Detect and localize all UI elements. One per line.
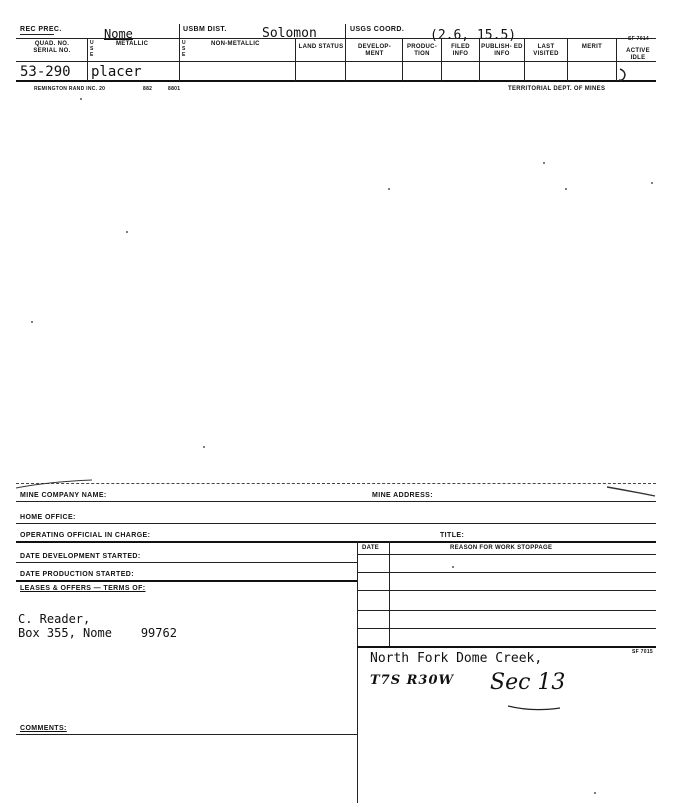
col-published-info: PUBLISH- ED INFO [481, 44, 523, 57]
footer-mid-a: 882 [143, 86, 153, 92]
vdiv-dev [402, 38, 403, 81]
col-quad: QUAD. NO. [34, 41, 70, 47]
leases-line-2: Box 355, Nome 99762 [18, 626, 177, 640]
stoppage-rule-3 [357, 590, 656, 591]
vdiv-pub [524, 38, 525, 81]
usbm-dist-value: Solomon [262, 26, 317, 41]
scan-speck [452, 566, 454, 568]
col-use-right: USE [182, 40, 186, 58]
home-office-label: HOME OFFICE: [20, 514, 76, 521]
col-merit: MERIT [581, 44, 603, 50]
scan-speck [203, 446, 205, 448]
col-metallic: METALLIC [116, 41, 149, 47]
vdiv-last [567, 38, 568, 81]
header-rule-3 [16, 80, 656, 82]
scan-speck [565, 188, 567, 190]
col-non-metallic: NON-METALLIC [211, 41, 260, 47]
rec-prec-underline [20, 34, 54, 35]
stoppage-rule-2 [357, 572, 656, 573]
title-label: TITLE: [440, 532, 465, 539]
vdiv-a [179, 24, 180, 81]
active-idle-mark-icon [616, 66, 636, 84]
section-handwritten: Sec 13 [490, 670, 566, 695]
col-quad-serial [18, 41, 86, 55]
card-edge-stroke [605, 484, 657, 500]
rule-official [16, 541, 656, 543]
col-land-status: LAND STATUS [298, 44, 344, 50]
operating-official-label: OPERATING OFFICIAL IN CHARGE: [20, 532, 151, 539]
mine-address-label: MINE ADDRESS: [372, 492, 433, 499]
reason-label: REASON FOR WORK STOPPAGE [450, 545, 553, 551]
usgs-coord-value: (2.6, 15.5) [430, 28, 517, 43]
header-rule-2 [16, 61, 656, 62]
scan-speck [126, 231, 128, 233]
stoppage-rule-4 [357, 610, 656, 611]
location-typed: North Fork Dome Creek, [370, 651, 543, 666]
col-production: PRODUC- TION [406, 44, 438, 57]
scan-speck [543, 162, 545, 164]
stoppage-rule-6 [357, 646, 656, 648]
col-serial: SERIAL NO. [33, 48, 71, 54]
rule-prod [16, 580, 357, 582]
date-col-label: DATE [362, 545, 380, 551]
metallic-value: placer [91, 64, 142, 80]
col-development: DEVELOP- MENT [357, 44, 392, 57]
rec-prec-label: REC PREC. [20, 26, 62, 33]
quad-serial-value: 53-290 [20, 64, 71, 80]
rule-company [16, 501, 656, 502]
vdiv-quad [87, 38, 88, 81]
scan-speck [651, 182, 653, 184]
footer-right: TERRITORIAL DEPT. OF MINES [508, 86, 606, 92]
vdiv-b [345, 24, 346, 81]
vdiv-filed [479, 38, 480, 81]
header-rule-1 [16, 38, 656, 39]
vdiv-land [295, 38, 296, 81]
col-last-visited: LAST VISITED [533, 44, 559, 57]
rec-prec-value: Nome [104, 27, 133, 41]
comments-label: COMMENTS: [20, 725, 67, 732]
scan-speck [388, 188, 390, 190]
vdiv-prod [441, 38, 442, 81]
col-filed-info: FILED INFO [451, 44, 470, 57]
card-edge-curl [16, 478, 96, 490]
rule-home [16, 523, 656, 524]
footer-mid-b: 8801 [168, 86, 181, 92]
vdiv-date [389, 541, 390, 646]
scan-speck [31, 321, 33, 323]
stoppage-rule-5 [357, 628, 656, 629]
scan-speck [80, 98, 82, 100]
mine-company-label: MINE COMPANY NAME: [20, 492, 107, 499]
col-use-left: USE [90, 40, 94, 58]
scan-speck [594, 792, 596, 794]
rule-comments [16, 734, 357, 735]
stoppage-rule-1 [357, 554, 656, 555]
vdiv-main [357, 541, 358, 803]
location-handwritten: T7S R30W [370, 673, 455, 688]
section-underline-stroke [506, 700, 566, 716]
date-dev-label: DATE DEVELOPMENT STARTED: [20, 553, 141, 560]
card-top-edge [16, 483, 656, 484]
date-prod-label: DATE PRODUCTION STARTED: [20, 571, 134, 578]
footer-left: REMINGTON RAND INC. 20 [34, 86, 106, 92]
leases-line-1: C. Reader, [18, 612, 91, 626]
usbm-dist-label: USBM DIST. [183, 26, 227, 33]
rule-dev [16, 562, 357, 563]
form-code-top: SF 7014 [628, 36, 650, 42]
form-code-bottom: SF 7015 [632, 649, 654, 655]
col-active-idle: ACTIVE IDLE [626, 48, 650, 61]
leases-label: LEASES & OFFERS — TERMS OF: [20, 585, 146, 592]
usgs-coord-label: USGS COORD. [350, 26, 405, 33]
